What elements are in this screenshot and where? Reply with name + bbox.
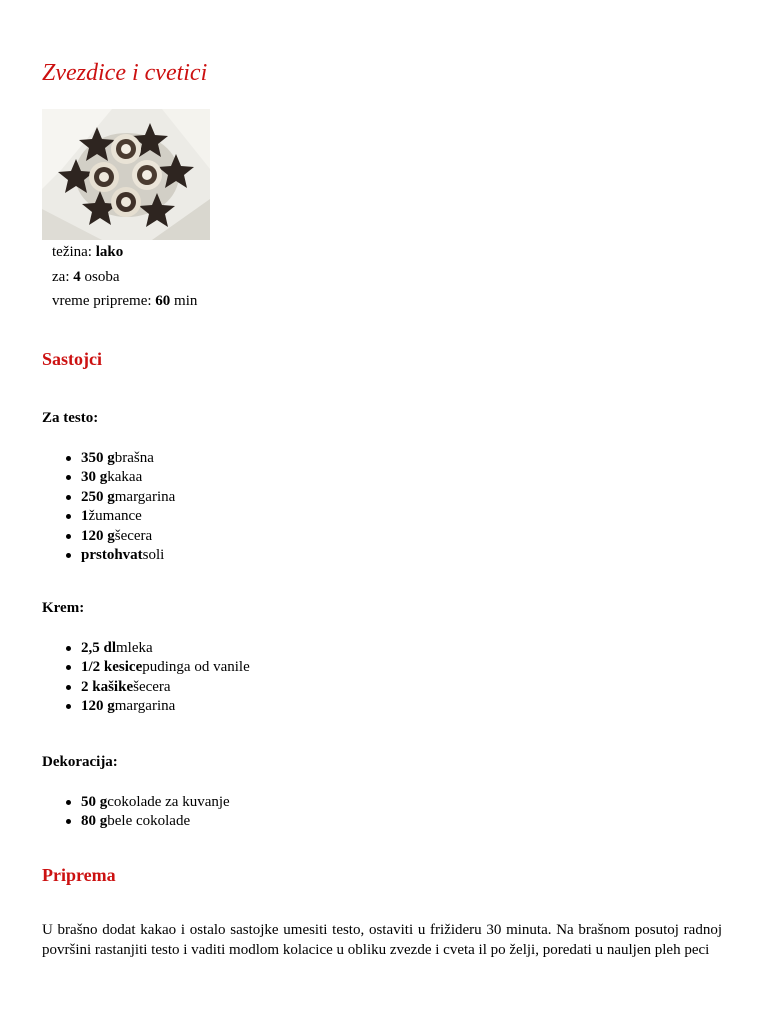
ingredient-name: bele cokolade	[107, 813, 191, 830]
bullet-icon	[66, 646, 71, 651]
ingredient-qty: prstohvat	[81, 546, 143, 563]
prep-time	[52, 293, 197, 310]
prep-time-value: 60	[155, 293, 171, 309]
ingredient-name: žumance	[88, 508, 142, 525]
group-title: Dekoracija:	[42, 754, 118, 770]
ingredient-name: mleka	[116, 640, 153, 656]
bullet-icon	[66, 495, 71, 500]
ingredient-name: kakaa	[107, 469, 143, 486]
ingredient-item	[0, 658, 250, 677]
ingredient-name: brašna	[114, 450, 154, 466]
ingredient-item	[0, 678, 250, 697]
servings-unit: osoba	[80, 269, 120, 285]
ingredient-qty: 2,5 dl	[81, 640, 117, 656]
ingredient-name: margarina	[114, 488, 176, 505]
ingredient-name: cokolade za kuvanje	[107, 794, 230, 810]
recipe-title: Zvezdice i cvetici	[42, 60, 208, 86]
ingredient-qty: 2 kašike	[81, 678, 134, 695]
servings-label: za:	[52, 269, 74, 285]
ingredient-qty: 30 g	[81, 469, 108, 486]
ingredient-name: margarina	[114, 698, 176, 715]
ingredient-qty: 1/2 kesice	[81, 659, 143, 676]
ingredient-qty: 1	[81, 508, 89, 525]
ingredient-qty: 50 g	[81, 794, 108, 810]
ingredient-item	[0, 468, 175, 487]
servings	[52, 269, 119, 286]
servings-value: 4	[73, 269, 81, 285]
recipe-photo	[42, 109, 210, 240]
ingredient-item	[0, 697, 250, 716]
bullet-icon	[66, 456, 71, 461]
difficulty-label: težina:	[52, 244, 96, 260]
ingredient-item	[0, 527, 175, 546]
bullet-icon	[66, 514, 71, 519]
ingredients-heading: Sastojci	[42, 349, 102, 369]
ingredient-name: šecera	[114, 527, 153, 544]
ingredient-qty: 250 g	[81, 488, 115, 505]
bullet-icon	[66, 665, 71, 670]
ingredient-item	[0, 639, 250, 658]
bullet-icon	[66, 475, 71, 480]
group-title: Krem:	[42, 600, 85, 616]
ingredient-item	[0, 507, 175, 526]
ingredient-list	[0, 793, 230, 832]
group-title: Za testo:	[42, 410, 99, 426]
ingredient-item	[0, 546, 175, 565]
bullet-icon	[66, 704, 71, 709]
bullet-icon	[66, 800, 71, 805]
bullet-icon	[66, 685, 71, 690]
ingredient-item	[0, 812, 230, 831]
ingredient-name: soli	[142, 546, 165, 563]
ingredient-list	[0, 639, 250, 717]
ingredient-name: šecera	[133, 678, 171, 695]
ingredient-qty: 120 g	[81, 698, 115, 715]
ingredient-qty: 80 g	[81, 813, 108, 830]
ingredient-item	[0, 488, 175, 507]
bullet-icon	[66, 819, 71, 824]
preparation-heading: Priprema	[42, 865, 116, 885]
ingredient-name: pudinga od vanile	[142, 659, 250, 676]
difficulty	[52, 244, 123, 261]
ingredient-qty: 350 g	[81, 450, 115, 466]
ingredient-qty: 120 g	[81, 527, 115, 544]
ingredient-item	[0, 793, 230, 812]
ingredient-item	[0, 449, 175, 468]
bullet-icon	[66, 534, 71, 539]
difficulty-value: lako	[95, 244, 124, 260]
ingredient-list	[0, 449, 175, 565]
prep-time-unit: min	[170, 293, 198, 309]
preparation-text: U brašno dodat kakao i ostalo sastojke umesiti testo, ostaviti u frižideru 30 minuta. Na brašnom posutoj radnoj površini rastanjiti testo i vaditi modlom kolacice u obliku zvezde i cveta il po želji, poredati u nauljen pleh peci	[42, 922, 722, 958]
bullet-icon	[66, 553, 71, 558]
prep-time-label: vreme pripreme:	[52, 293, 156, 309]
